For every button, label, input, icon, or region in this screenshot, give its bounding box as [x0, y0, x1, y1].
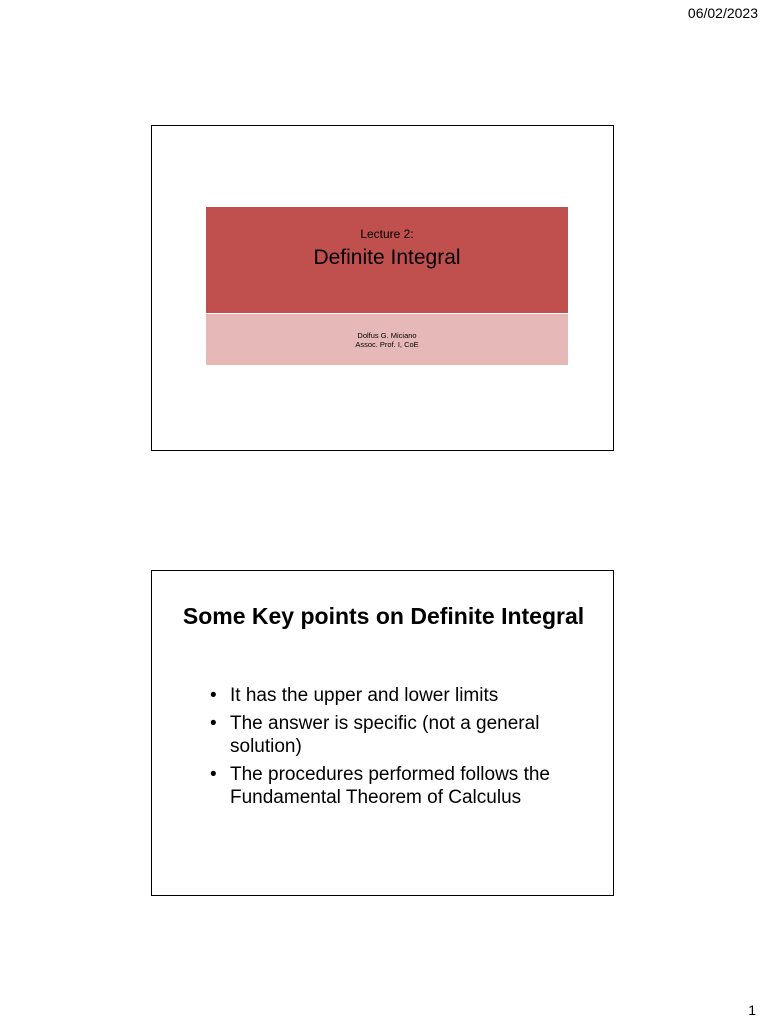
lecture-label: Lecture 2:	[360, 227, 414, 241]
slide-key-points	[151, 570, 614, 896]
bullet-marker: •	[210, 713, 217, 734]
slide-title	[151, 125, 614, 451]
title-band	[206, 207, 568, 313]
bullet-item	[210, 763, 600, 809]
author-band	[206, 314, 568, 365]
page-number: 1	[748, 1002, 756, 1018]
author-name: Dolfus G. Miciano	[357, 331, 417, 340]
author-position: Assoc. Prof. I, CoE	[355, 340, 419, 349]
bullet-text: The procedures performed follows the Fundamental Theorem of Calculus	[230, 764, 550, 808]
bullet-marker: •	[210, 685, 217, 706]
lecture-title: Definite Integral	[313, 246, 461, 269]
slide-heading: Some Key points on Definite Integral	[182, 603, 585, 629]
bullet-list	[210, 684, 600, 814]
page-date: 06/02/2023	[687, 5, 758, 21]
bullet-text: The answer is specific (not a general solution)	[230, 713, 540, 757]
bullet-item	[210, 684, 600, 707]
bullet-marker: •	[210, 764, 217, 785]
bullet-item	[210, 712, 600, 758]
bullet-text: It has the upper and lower limits	[230, 685, 499, 706]
